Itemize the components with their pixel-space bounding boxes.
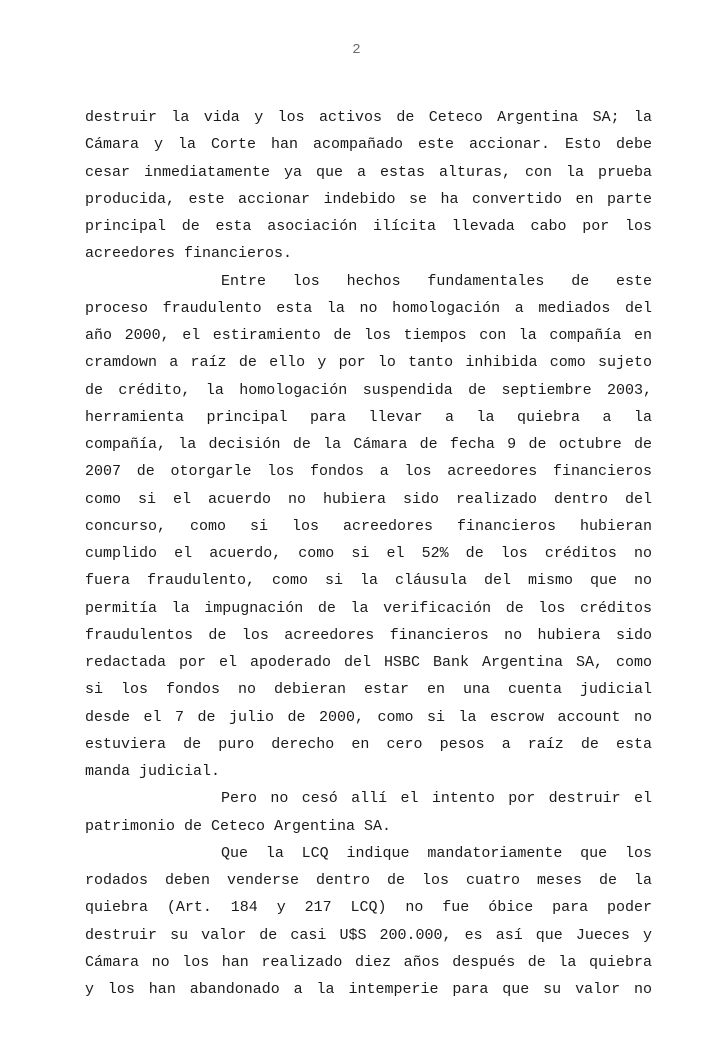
text-line: proceso fraudulento esta la no homologación a mediados del bbox=[85, 299, 652, 317]
text-line: y los han abandonado a la intemperie para que su valor no bbox=[85, 981, 652, 998]
text-line: desde el 7 de julio de 2000, como si la escrow account no bbox=[85, 708, 652, 726]
text-line: principal de esta asociación ilícita llevada cabo por los bbox=[85, 218, 652, 235]
text-line: fuera fraudulento, como si la cláusula del mismo que no bbox=[85, 572, 652, 590]
text-line: estuviera de puro derecho en cero pesos a raíz de esta bbox=[85, 735, 652, 753]
text-line: Cámara no los han realizado diez años después de la quiebra bbox=[85, 953, 652, 971]
text-line: quiebra (Art. 184 y 217 LCQ) no fue óbice para poder bbox=[85, 899, 652, 917]
text-line: acreedores financieros. bbox=[85, 245, 293, 263]
text-line: herramienta principal para llevar a la quiebra a la bbox=[85, 408, 652, 426]
text-line: de crédito, la homologación suspendida de septiembre 2003, bbox=[85, 381, 652, 399]
text-line: destruir su valor de casi U$S 200.000, es así que Jueces y bbox=[85, 926, 652, 944]
text-line: permitía la impugnación de la verificación de los créditos bbox=[85, 599, 652, 617]
text-line: manda judicial. bbox=[85, 763, 221, 780]
text-line: cesar inmediatamente ya que a estas alturas, con la prueba bbox=[85, 163, 652, 181]
text-line: 2007 de otorgarle los fondos a los acreedores financieros bbox=[85, 463, 652, 481]
text-line: fraudulentos de los acreedores financieros no hubiera sido bbox=[85, 626, 652, 644]
page-number: 2 bbox=[352, 42, 361, 58]
text-line: rodados deben venderse dentro de los cuatro meses de la bbox=[85, 872, 652, 889]
text-line: producida, este accionar indebido se ha convertido en parte bbox=[85, 190, 652, 208]
text-line: redactada por el apoderado del HSBC Bank Argentina SA, como bbox=[85, 654, 652, 671]
text-line: patrimonio de Ceteco Argentina SA. bbox=[85, 817, 392, 835]
text-line: Entre los hechos fundamentales de este bbox=[221, 272, 652, 290]
text-line: concurso, como si los acreedores financieros hubieran bbox=[85, 517, 652, 535]
text-line: Pero no cesó allí el intento por destruir el bbox=[221, 790, 652, 808]
text-line: Cámara y la Corte han acompañado este accionar. Esto debe bbox=[85, 136, 652, 154]
text-line: si los fondos no debieran estar en una cuenta judicial bbox=[85, 681, 652, 699]
text-line: Que la LCQ indique mandatoriamente que los bbox=[221, 844, 652, 862]
text-line: cramdown a raíz de ello y por lo tanto inhibida como sujeto bbox=[85, 354, 652, 372]
text-line: año 2000, el estiramiento de los tiempos con la compañía en bbox=[85, 327, 652, 344]
text-line: como si el acuerdo no hubiera sido realizado dentro del bbox=[85, 490, 652, 508]
text-line: destruir la vida y los activos de Ceteco Argentina SA; la bbox=[85, 109, 652, 126]
text-line: cumplido el acuerdo, como si el 52% de los créditos no bbox=[85, 545, 652, 562]
text-line: compañía, la decisión de la Cámara de fecha 9 de octubre de bbox=[85, 436, 652, 453]
